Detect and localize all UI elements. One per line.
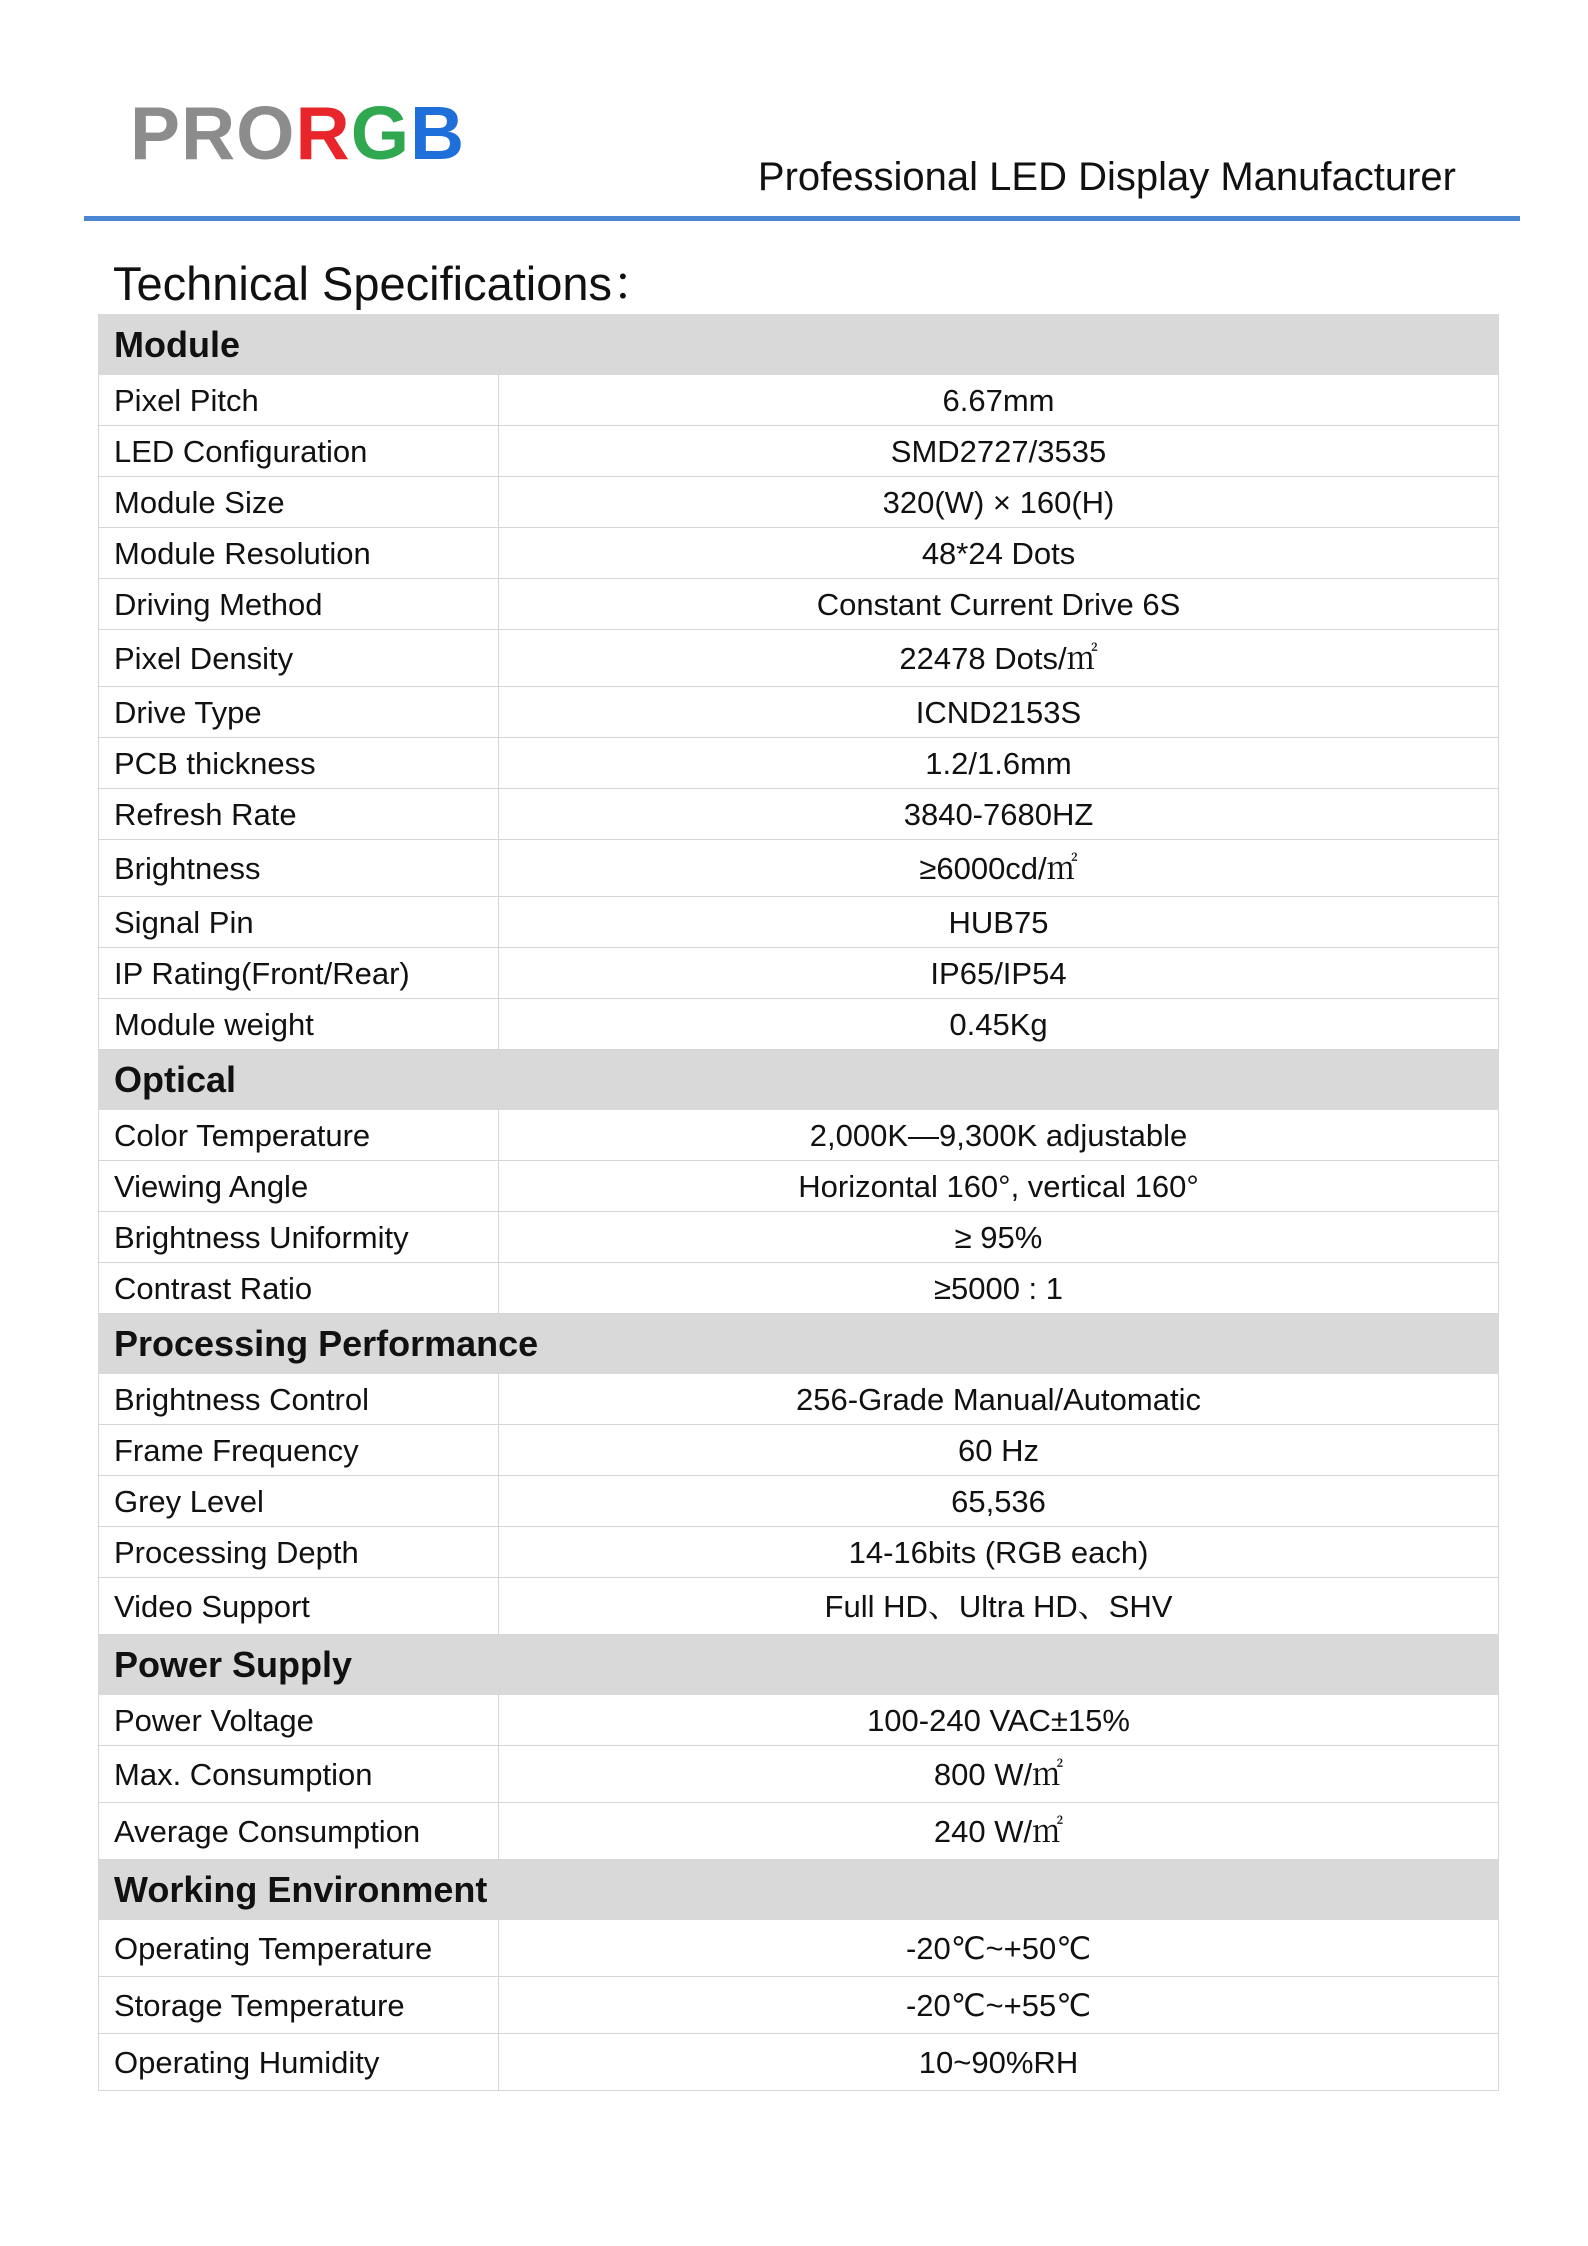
spec-value: 240 W/㎡ xyxy=(499,1803,1499,1860)
spec-value: Horizontal 160°, vertical 160° xyxy=(499,1161,1499,1212)
spec-label: Video Support xyxy=(99,1578,499,1635)
spec-row xyxy=(99,1212,1499,1263)
spec-label: Pixel Pitch xyxy=(99,375,499,426)
spec-value: SMD2727/3535 xyxy=(499,426,1499,477)
logo-letter-b: B xyxy=(410,91,466,175)
spec-row xyxy=(99,426,1499,477)
spec-row xyxy=(99,1746,1499,1803)
spec-label: Pixel Density xyxy=(99,630,499,687)
spec-label: Driving Method xyxy=(99,579,499,630)
spec-value: 2,000K—9,300K adjustable xyxy=(499,1110,1499,1161)
spec-row xyxy=(99,1527,1499,1578)
spec-row xyxy=(99,630,1499,687)
spec-label: Storage Temperature xyxy=(99,1977,499,2034)
spec-row xyxy=(99,1476,1499,1527)
spec-label: Brightness Control xyxy=(99,1374,499,1425)
section-title: Optical xyxy=(99,1050,1499,1110)
spec-row xyxy=(99,738,1499,789)
section-header-processing-performance xyxy=(99,1314,1499,1374)
section-header-optical xyxy=(99,1050,1499,1110)
spec-label: Module weight xyxy=(99,999,499,1050)
spec-row xyxy=(99,999,1499,1050)
spec-label: PCB thickness xyxy=(99,738,499,789)
spec-row xyxy=(99,1425,1499,1476)
spec-label: IP Rating(Front/Rear) xyxy=(99,948,499,999)
spec-value: 6.67mm xyxy=(499,375,1499,426)
spec-row xyxy=(99,477,1499,528)
spec-label: Power Voltage xyxy=(99,1695,499,1746)
spec-row xyxy=(99,375,1499,426)
spec-label: Module Resolution xyxy=(99,528,499,579)
spec-value: 65,536 xyxy=(499,1476,1499,1527)
spec-row xyxy=(99,948,1499,999)
page-title: Technical Specifications： xyxy=(113,257,659,310)
spec-row xyxy=(99,1803,1499,1860)
spec-value: 256-Grade Manual/Automatic xyxy=(499,1374,1499,1425)
spec-value: 48*24 Dots xyxy=(499,528,1499,579)
spec-value: 100-240 VAC±15% xyxy=(499,1695,1499,1746)
spec-label: Max. Consumption xyxy=(99,1746,499,1803)
header-divider xyxy=(84,216,1520,221)
section-title: Working Environment xyxy=(99,1860,1499,1920)
spec-row xyxy=(99,1920,1499,1977)
spec-value: -20℃~+55℃ xyxy=(499,1977,1499,2034)
spec-value: ≥5000 : 1 xyxy=(499,1263,1499,1314)
spec-label: Frame Frequency xyxy=(99,1425,499,1476)
section-title: Power Supply xyxy=(99,1635,1499,1695)
spec-label: Module Size xyxy=(99,477,499,528)
spec-row xyxy=(99,687,1499,738)
spec-value: Full HD、Ultra HD、SHV xyxy=(499,1578,1499,1635)
section-title: Processing Performance xyxy=(99,1314,1499,1374)
spec-label: LED Configuration xyxy=(99,426,499,477)
spec-label: Grey Level xyxy=(99,1476,499,1527)
spec-label: Refresh Rate xyxy=(99,789,499,840)
spec-label: Brightness Uniformity xyxy=(99,1212,499,1263)
logo-letter-g: G xyxy=(350,91,411,175)
spec-value: ≥ 95% xyxy=(499,1212,1499,1263)
spec-value: 60 Hz xyxy=(499,1425,1499,1476)
spec-row xyxy=(99,1374,1499,1425)
spec-row xyxy=(99,840,1499,897)
spec-row xyxy=(99,1110,1499,1161)
spec-value: 10~90%RH xyxy=(499,2034,1499,2091)
section-title: Module xyxy=(99,315,1499,375)
spec-row xyxy=(99,1977,1499,2034)
logo-letter-r: R xyxy=(295,91,351,175)
spec-label: Brightness xyxy=(99,840,499,897)
spec-value: ≥6000cd/㎡ xyxy=(499,840,1499,897)
spec-label: Contrast Ratio xyxy=(99,1263,499,1314)
prorgb-logo xyxy=(130,91,466,175)
section-header-working-environment xyxy=(99,1860,1499,1920)
section-header-module xyxy=(99,315,1499,375)
spec-row xyxy=(99,1695,1499,1746)
spec-value: IP65/IP54 xyxy=(499,948,1499,999)
spec-value: 0.45Kg xyxy=(499,999,1499,1050)
spec-row xyxy=(99,1161,1499,1212)
spec-row xyxy=(99,1578,1499,1635)
spec-row xyxy=(99,528,1499,579)
spec-value: 3840-7680HZ xyxy=(499,789,1499,840)
logo-text-pro: PRO xyxy=(130,91,296,175)
section-header-power-supply xyxy=(99,1635,1499,1695)
spec-label: Operating Humidity xyxy=(99,2034,499,2091)
spec-row xyxy=(99,579,1499,630)
spec-value: 1.2/1.6mm xyxy=(499,738,1499,789)
spec-value: 320(W) × 160(H) xyxy=(499,477,1499,528)
spec-value: 14-16bits (RGB each) xyxy=(499,1527,1499,1578)
spec-value: 800 W/㎡ xyxy=(499,1746,1499,1803)
spec-label: Viewing Angle xyxy=(99,1161,499,1212)
spec-label: Processing Depth xyxy=(99,1527,499,1578)
spec-label: Operating Temperature xyxy=(99,1920,499,1977)
spec-value: ICND2153S xyxy=(499,687,1499,738)
company-tagline: Professional LED Display Manufacturer xyxy=(757,155,1456,199)
spec-value: Constant Current Drive 6S xyxy=(499,579,1499,630)
spec-row xyxy=(99,789,1499,840)
spec-label: Signal Pin xyxy=(99,897,499,948)
spec-value: -20℃~+50℃ xyxy=(499,1920,1499,1977)
spec-table xyxy=(98,314,1499,2091)
spec-row xyxy=(99,1263,1499,1314)
spec-row xyxy=(99,2034,1499,2091)
spec-value: 22478 Dots/㎡ xyxy=(499,630,1499,687)
spec-value: HUB75 xyxy=(499,897,1499,948)
spec-row xyxy=(99,897,1499,948)
spec-label: Average Consumption xyxy=(99,1803,499,1860)
spec-label: Color Temperature xyxy=(99,1110,499,1161)
spec-label: Drive Type xyxy=(99,687,499,738)
